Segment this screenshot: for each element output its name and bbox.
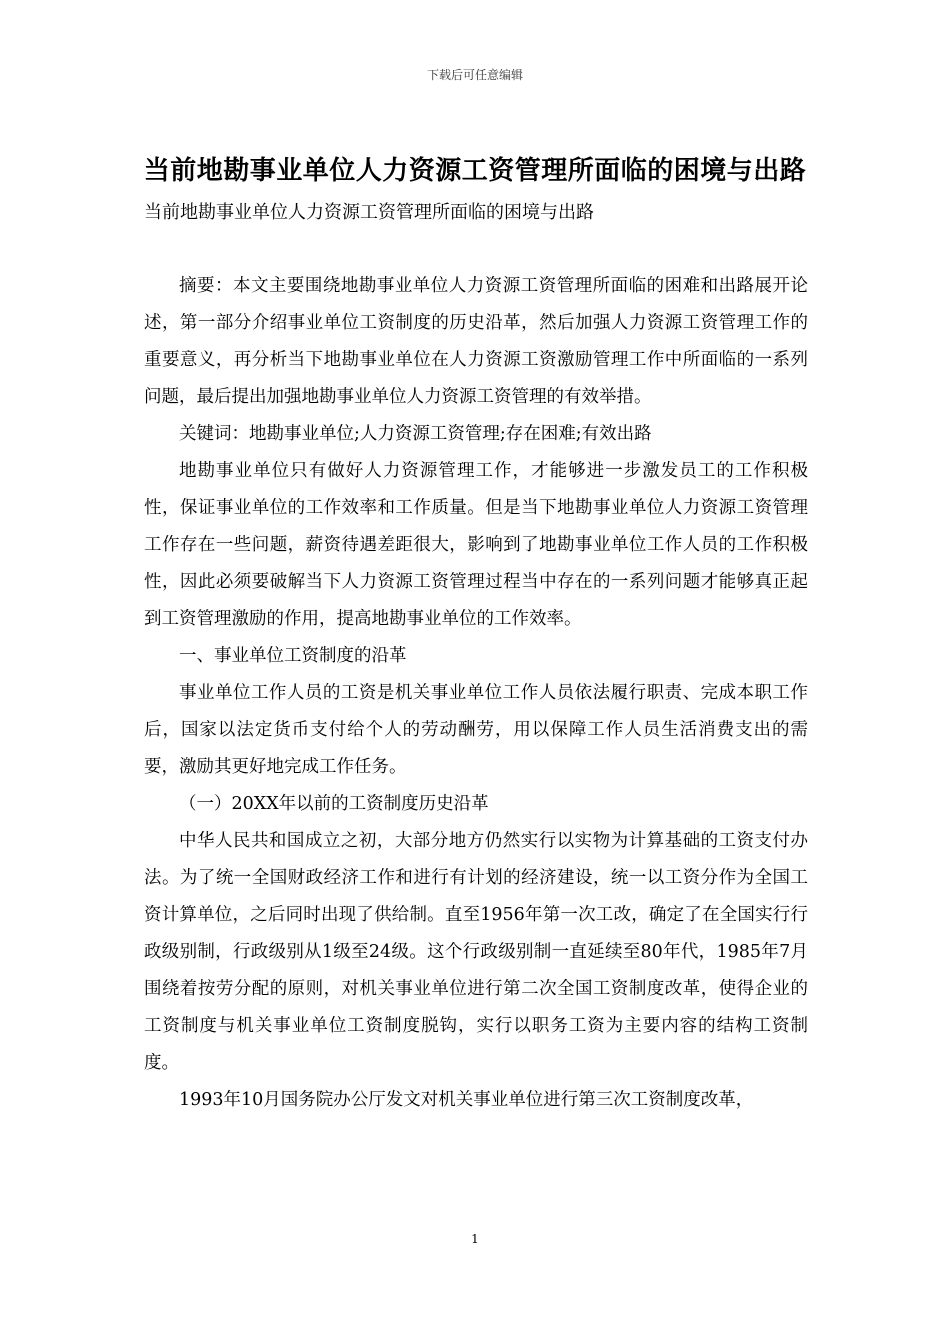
body-paragraph: 中华人民共和国成立之初，大部分地方仍然实行以实物为计算基础的工资支付办法。为了统一全国财政经济工作和进行有计划的经济建设，统一以工资分作为全国工资计算单位，之后同时出现了供给制。直至1956年第一次工改，确定了在全国实行行政级别制，行政级别从1级至24级。这个行政级别制一直延续至80年代，1985年7月围绕着按劳分配的原则，对机关事业单位进行第二次全国工资制度改革，使得企业的工资制度与机关事业单位工资制度脱钩，实行以职务工资为主要内容的结构工资制度。: [144, 831, 808, 1073]
intro-paragraph: 地勘事业单位只有做好人力资源管理工作，才能够进一步激发员工的工作积极性，保证事业单位的工作效率和工作质量。但是当下地勘事业单位人力资源工资管理工作存在一些问题，薪资待遇差距很大，影响到了地勘事业单位工作人员的工作积极性，因此必须要破解当下人力资源工资管理过程当中存在的一系列问题才能够真正起到工资管理激励的作用，提高地勘事业单位的工作效率。: [144, 461, 808, 629]
body-paragraph: 事业单位工作人员的工资是机关事业单位工作人员依法履行职责、完成本职工作后，国家以法定货币支付给个人的劳动酬劳，用以保障工作人员生活消费支出的需要，激励其更好地完成工作任务。: [144, 683, 808, 777]
abstract-paragraph: 摘要：本文主要围绕地勘事业单位人力资源工资管理所面临的困难和出路展开论述，第一部分介绍事业单位工资制度的历史沿革，然后加强人力资源工资管理工作的重要意义，再分析当下地勘事业单位在人力资源工资激励管理工作中所面临的一系列问题，最后提出加强地勘事业单位人力资源工资管理的有效举措。: [144, 276, 808, 407]
page-header: 下载后可任意编辑: [426, 68, 523, 82]
document-body: [144, 268, 808, 1119]
subsection-heading-1: （一）20XX年以前的工资制度历史沿革: [179, 794, 489, 814]
document-subtitle: 当前地勘事业单位人力资源工资管理所面临的困境与出路: [144, 202, 594, 223]
section-heading-1: 一、事业单位工资制度的沿革: [179, 646, 407, 666]
document-title: 当前地勘事业单位人力资源工资管理所面临的困境与出路: [143, 156, 807, 186]
page-number: 1: [471, 1232, 479, 1246]
keywords-paragraph: 关键词：地勘事业单位;人力资源工资管理;存在困难;有效出路: [179, 424, 652, 444]
body-paragraph: 1993年10月国务院办公厅发文对机关事业单位进行第三次工资制度改革，: [179, 1090, 754, 1110]
